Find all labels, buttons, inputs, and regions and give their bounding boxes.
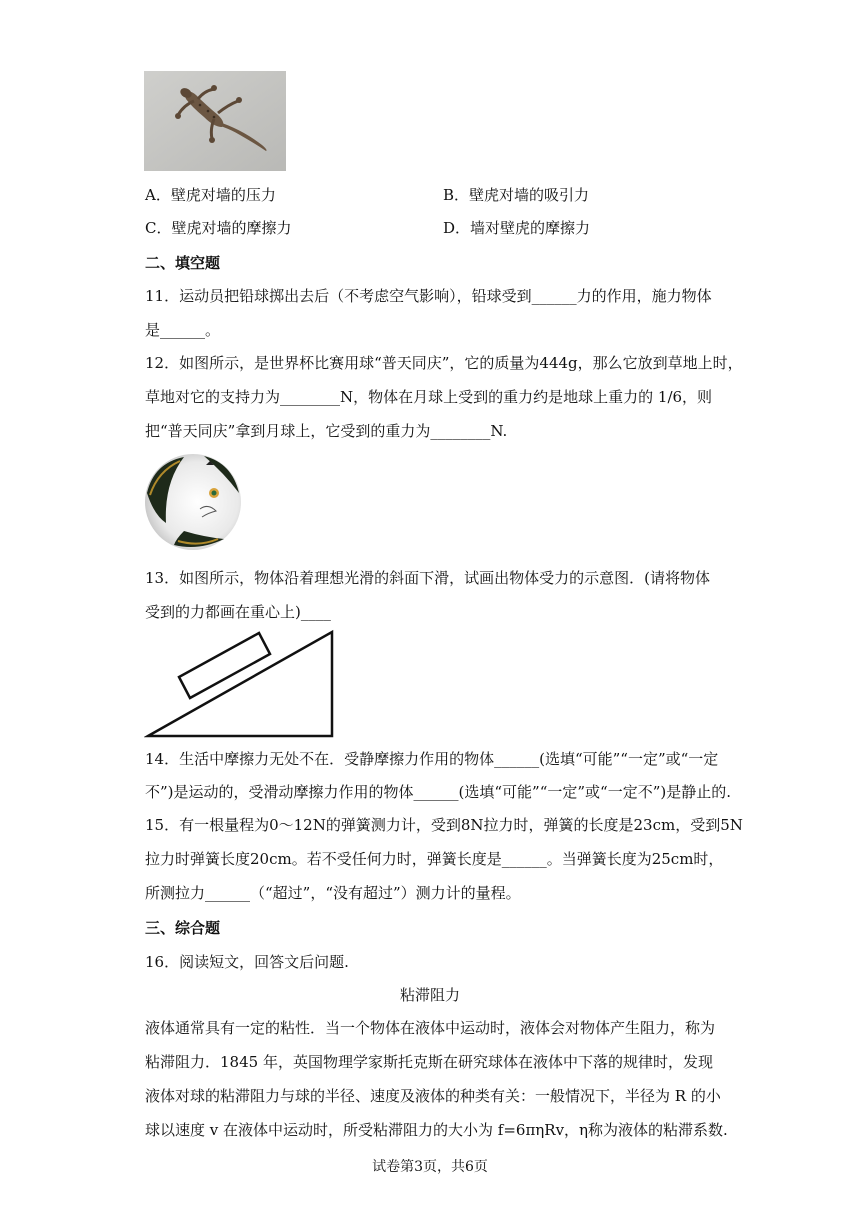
incline-diagram [144, 628, 336, 740]
option-b: B．壁虎对墙的吸引力 [443, 186, 590, 204]
article-line-1: 液体通常具有一定的粘性．当一个物体在液体中运动时，液体会对物体产生阻力，称为 [145, 1019, 716, 1037]
article-line-3: 液体对球的粘滞阻力与球的半径、速度及液体的种类有关：一般情况下，半径为 R 的小 [145, 1087, 721, 1105]
q14-line-1: 14．生活中摩擦力无处不在．受静摩擦力作用的物体______(选填“可能”“一定”或“一定 [145, 750, 719, 768]
article-title: 粘滞阻力 [399, 986, 460, 1004]
gecko-illustration [144, 71, 286, 171]
q15-line-3: 所测拉力______（“超过”，“没有超过”）测力计的量程。 [145, 884, 521, 902]
option-d: D．墙对壁虎的摩擦力 [443, 219, 591, 237]
q13-line-1: 13．如图所示，物体沿着理想光滑的斜面下滑，试画出物体受力的示意图．(请将物体 [145, 569, 710, 587]
q14-line-2: 不”)是运动的，受滑动摩擦力作用的物体______(选填“可能”“一定”或“一定不”)是静止的. [145, 783, 732, 801]
sliding-block [179, 633, 270, 698]
option-a: A．壁虎对墙的压力 [145, 186, 276, 204]
q11-line-1: 11．运动员把铅球掷出去后（不考虑空气影响），铅球受到______力的作用，施力物体 [145, 287, 712, 305]
q16-intro: 16．阅读短文，回答文后问题. [145, 953, 349, 971]
article-line-2: 粘滞阻力．1845 年，英国物理学家斯托克斯在研究球体在液体中下落的规律时，发现 [145, 1053, 713, 1071]
soccer-ball-illustration [144, 453, 242, 551]
q12-line-3: 把“普天同庆”拿到月球上，它受到的重力为________N. [145, 422, 508, 440]
soccer-ball-photo [144, 453, 242, 551]
q12-line-1: 12．如图所示，是世界杯比赛用球“普天同庆”，它的质量为444g，那么它放到草地上时， [145, 354, 743, 372]
q12-line-2: 草地对它的支持力为________N，物体在月球上受到的重力约是地球上重力的 1/6，则 [145, 388, 713, 406]
section-heading-fill-in: 二、填空题 [145, 254, 221, 272]
q11-line-2: 是______。 [145, 321, 221, 339]
gecko-photo [144, 71, 286, 171]
q15-line-1: 15．有一根量程为0～12N的弹簧测力计，受到8N拉力时，弹簧的长度是23cm，受到5N [145, 816, 743, 834]
section-heading-comprehensive: 三、综合题 [145, 919, 221, 937]
q13-line-2: 受到的力都画在重心上)____ [145, 603, 331, 621]
q15-line-2: 拉力时弹簧长度20cm。若不受任何力时，弹簧长度是______。当弹簧长度为25cm时， [145, 850, 724, 868]
option-c: C．壁虎对墙的摩擦力 [145, 219, 292, 237]
page-footer: 试卷第3页，共6页 [372, 1159, 488, 1175]
article-line-4: 球以速度 v 在液体中运动时，所受粘滞阻力的大小为 f=6πηRv，η称为液体的粘滞系数. [145, 1121, 728, 1139]
